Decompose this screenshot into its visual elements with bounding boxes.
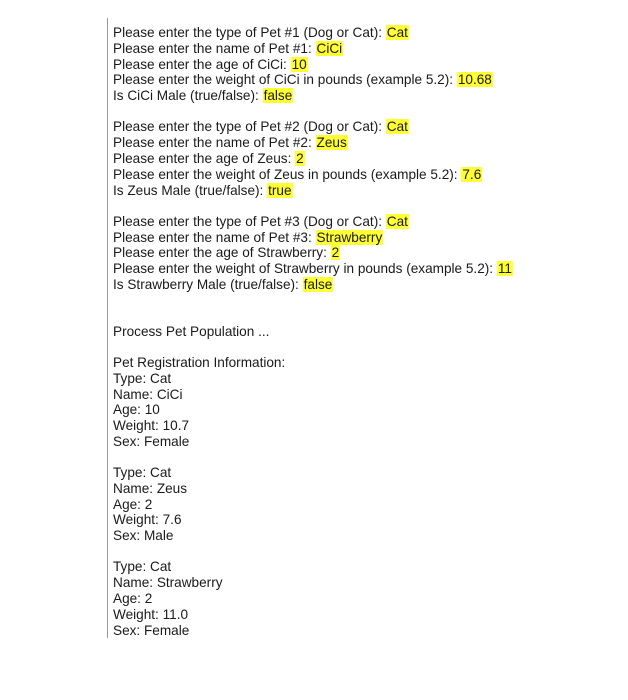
- left-margin-rule: [107, 18, 108, 638]
- prompt-text: Is CiCi Male (true/false):: [113, 88, 263, 104]
- user-input-highlight: 7.6: [462, 166, 482, 182]
- pet-weight: Weight: 10.7: [113, 418, 190, 434]
- pet-type: Type: Cat: [113, 465, 172, 481]
- prompt-line: [113, 167, 513, 183]
- spacer: [113, 198, 513, 213]
- prompt-text: Please enter the type of Pet #3 (Dog or Cat):: [113, 213, 386, 229]
- prompt-text: Please enter the name of Pet #1:: [113, 40, 316, 56]
- prompt-text: Please enter the weight of CiCi in pounds (example 5.2):: [113, 72, 457, 88]
- pet-record-1: [113, 371, 513, 450]
- prompt-line: [113, 72, 513, 88]
- prompt-line: [113, 183, 513, 199]
- prompt-text: Please enter the name of Pet #2:: [113, 135, 316, 151]
- input-block-1: [113, 25, 513, 104]
- user-input-highlight: 10.68: [457, 72, 492, 88]
- prompt-line: [113, 135, 513, 151]
- spacer: [113, 104, 513, 119]
- user-input-highlight: Cat: [386, 213, 408, 229]
- prompt-line: [113, 277, 513, 293]
- prompt-text: Please enter the weight of Strawberry in pounds (example 5.2):: [113, 261, 497, 277]
- input-block-2: [113, 119, 513, 198]
- prompt-line: [113, 214, 513, 230]
- pet-record-3: [113, 559, 513, 638]
- prompt-line: [113, 119, 513, 135]
- pet-name: Name: CiCi: [113, 386, 183, 402]
- pet-type: Type: Cat: [113, 370, 172, 386]
- pet-age: Age: 2: [113, 496, 153, 512]
- pet-type: Type: Cat: [113, 559, 172, 575]
- console-output: [113, 25, 513, 638]
- user-input-highlight: true: [268, 182, 292, 198]
- user-input-highlight: false: [303, 276, 333, 292]
- user-input-highlight: 10: [291, 56, 307, 72]
- spacer: [113, 340, 513, 355]
- user-input-highlight: 11: [497, 261, 512, 277]
- prompt-text: Please enter the type of Pet #2 (Dog or Cat):: [113, 119, 386, 135]
- user-input-highlight: Cat: [386, 119, 408, 135]
- user-input-highlight: Strawberry: [316, 229, 383, 245]
- prompt-line: [113, 88, 513, 104]
- prompt-line: [113, 151, 513, 167]
- pet-age: Age: 2: [113, 591, 153, 607]
- prompt-line: [113, 245, 513, 261]
- prompt-line: [113, 25, 513, 41]
- registration-header: Pet Registration Information:: [113, 354, 286, 370]
- user-input-highlight: 2: [296, 150, 304, 166]
- pet-name: Name: Strawberry: [113, 575, 223, 591]
- user-input-highlight: 2: [331, 245, 340, 261]
- pet-record-2: [113, 465, 513, 544]
- prompt-text: Is Strawberry Male (true/false):: [113, 276, 303, 292]
- prompt-line: [113, 261, 513, 277]
- user-input-highlight: Cat: [386, 25, 408, 40]
- spacer: [113, 293, 513, 324]
- user-input-highlight: CiCi: [316, 40, 343, 56]
- prompt-text: Please enter the age of CiCi:: [113, 56, 291, 72]
- spacer: [113, 450, 513, 465]
- user-input-highlight: Zeus: [316, 135, 347, 151]
- prompt-line: [113, 41, 513, 57]
- prompt-text: Please enter the type of Pet #1 (Dog or Cat):: [113, 25, 386, 40]
- pet-weight: Weight: 7.6: [113, 512, 182, 528]
- prompt-text: Please enter the age of Strawberry:: [113, 245, 331, 261]
- process-status-line: Process Pet Population ...: [113, 323, 270, 339]
- pet-sex: Sex: Male: [113, 528, 174, 544]
- pet-weight: Weight: 11.0: [113, 606, 189, 622]
- pet-name: Name: Zeus: [113, 480, 188, 496]
- pet-sex: Sex: Female: [113, 433, 190, 449]
- prompt-line: [113, 57, 513, 73]
- user-input-highlight: false: [263, 88, 293, 104]
- prompt-text: Please enter the name of Pet #3:: [113, 229, 316, 245]
- prompt-text: Please enter the weight of Zeus in pounds (example 5.2):: [113, 166, 462, 182]
- input-block-3: [113, 214, 513, 293]
- pet-sex: Sex: Female: [113, 622, 190, 638]
- prompt-text: Is Zeus Male (true/false):: [113, 182, 268, 198]
- prompt-line: [113, 230, 513, 246]
- pet-age: Age: 10: [113, 402, 160, 418]
- prompt-text: Please enter the age of Zeus:: [113, 150, 296, 166]
- spacer: [113, 544, 513, 559]
